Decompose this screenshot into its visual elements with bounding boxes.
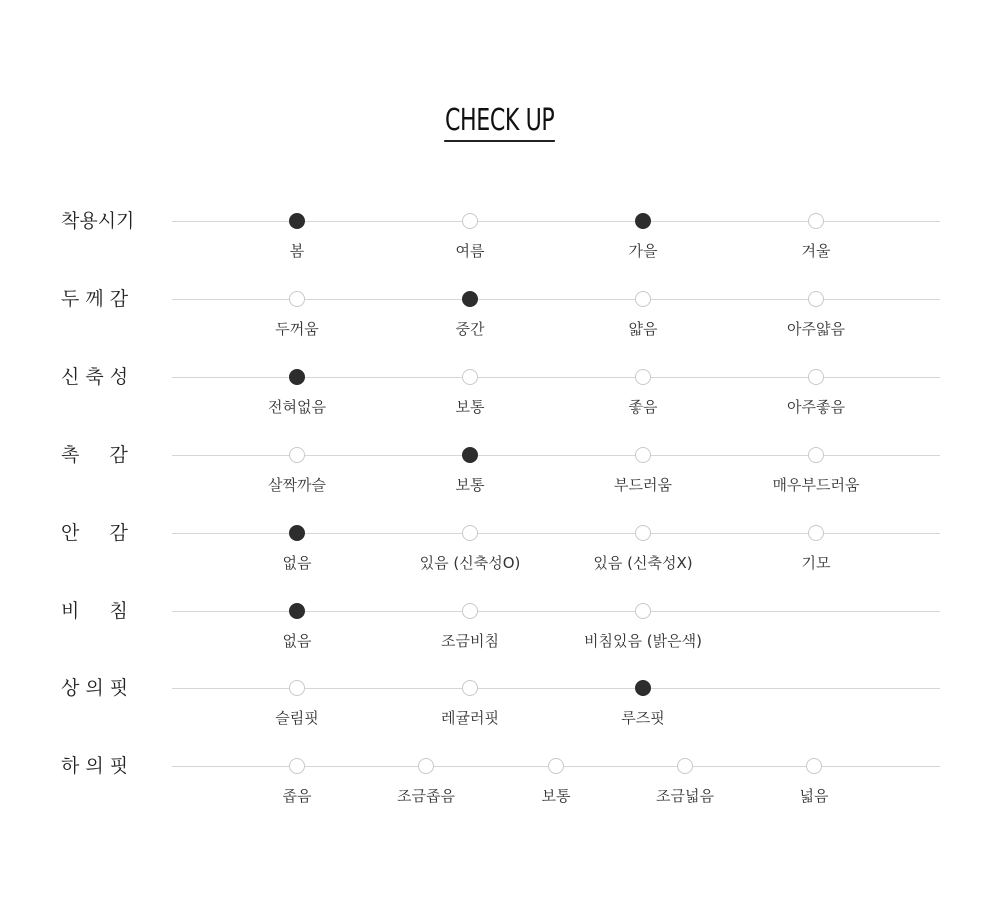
unselected-dot-icon xyxy=(635,291,651,307)
unselected-dot-icon xyxy=(462,525,478,541)
unselected-dot-icon xyxy=(635,447,651,463)
option-label: 레귤러핏 xyxy=(441,709,499,727)
option-label: 좁음 xyxy=(282,787,312,805)
unselected-dot-icon xyxy=(289,680,305,696)
selected-dot-icon xyxy=(289,213,305,229)
option-label: 조금비침 xyxy=(441,632,499,650)
unselected-dot-icon xyxy=(462,680,478,696)
option-label: 부드러움 xyxy=(614,476,672,494)
option-label: 두꺼움 xyxy=(275,320,319,338)
unselected-dot-icon xyxy=(289,758,305,774)
unselected-dot-icon xyxy=(418,758,434,774)
option-label: 좋음 xyxy=(628,398,658,416)
unselected-dot-icon xyxy=(289,291,305,307)
selected-dot-icon xyxy=(289,603,305,619)
option-label: 있음 (신축성X) xyxy=(593,554,693,572)
selected-dot-icon xyxy=(635,213,651,229)
option-label: 전혀없음 xyxy=(268,398,326,416)
unselected-dot-icon xyxy=(462,603,478,619)
option-label: 아주좋음 xyxy=(787,398,845,416)
option-label: 보통 xyxy=(541,787,571,805)
row-track-line xyxy=(172,688,940,689)
option-label: 봄 xyxy=(289,242,305,260)
option-label: 있음 (신축성O) xyxy=(419,554,521,572)
unselected-dot-icon xyxy=(806,758,822,774)
unselected-dot-icon xyxy=(635,525,651,541)
option-label: 조금넓음 xyxy=(656,787,714,805)
option-label: 겨울 xyxy=(801,242,831,260)
option-label: 슬림핏 xyxy=(275,709,319,727)
option-label: 기모 xyxy=(801,554,831,572)
option-label: 중간 xyxy=(455,320,485,338)
checkup-row xyxy=(0,600,1000,681)
checkup-title: CHECK UP xyxy=(444,104,555,142)
option-label: 비침있음 (밝은색) xyxy=(584,632,702,650)
checkup-row xyxy=(0,444,1000,525)
row-track-line xyxy=(172,377,940,378)
checkup-row xyxy=(0,522,1000,603)
row-label: 신 축 성 xyxy=(61,366,129,388)
unselected-dot-icon xyxy=(808,291,824,307)
row-track-line xyxy=(172,455,940,456)
selected-dot-icon xyxy=(635,680,651,696)
selected-dot-icon xyxy=(462,447,478,463)
checkup-row xyxy=(0,288,1000,369)
option-label: 매우부드러움 xyxy=(772,476,860,494)
selected-dot-icon xyxy=(289,525,305,541)
row-label: 비 침 xyxy=(61,600,128,622)
unselected-dot-icon xyxy=(289,447,305,463)
unselected-dot-icon xyxy=(635,369,651,385)
checkup-row xyxy=(0,366,1000,447)
option-label: 살짝까슬 xyxy=(268,476,326,494)
option-label: 없음 xyxy=(282,632,312,650)
checkup-row xyxy=(0,677,1000,758)
row-label: 안 감 xyxy=(61,522,128,544)
selected-dot-icon xyxy=(462,291,478,307)
row-label: 촉 감 xyxy=(61,444,128,466)
option-label: 보통 xyxy=(455,476,485,494)
option-label: 얇음 xyxy=(628,320,658,338)
row-label: 상 의 핏 xyxy=(61,677,129,699)
unselected-dot-icon xyxy=(548,758,564,774)
selected-dot-icon xyxy=(289,369,305,385)
option-label: 조금좁음 xyxy=(397,787,455,805)
unselected-dot-icon xyxy=(462,369,478,385)
unselected-dot-icon xyxy=(677,758,693,774)
option-label: 가을 xyxy=(628,242,658,260)
row-track-line xyxy=(172,611,940,612)
option-label: 보통 xyxy=(455,398,485,416)
unselected-dot-icon xyxy=(635,603,651,619)
checkup-row xyxy=(0,755,1000,836)
unselected-dot-icon xyxy=(462,213,478,229)
row-label: 착용시기 xyxy=(61,210,135,232)
option-label: 없음 xyxy=(282,554,312,572)
row-label: 두 께 감 xyxy=(61,288,129,310)
row-track-line xyxy=(172,533,940,534)
option-label: 루즈핏 xyxy=(621,709,665,727)
checkup-title-wrap xyxy=(0,104,1000,142)
row-track-line xyxy=(172,221,940,222)
row-label: 하 의 핏 xyxy=(61,755,129,777)
unselected-dot-icon xyxy=(808,525,824,541)
option-label: 아주얇음 xyxy=(787,320,845,338)
row-track-line xyxy=(172,299,940,300)
unselected-dot-icon xyxy=(808,213,824,229)
option-label: 여름 xyxy=(455,242,485,260)
unselected-dot-icon xyxy=(808,369,824,385)
unselected-dot-icon xyxy=(808,447,824,463)
option-label: 넓음 xyxy=(799,787,829,805)
checkup-row xyxy=(0,210,1000,291)
